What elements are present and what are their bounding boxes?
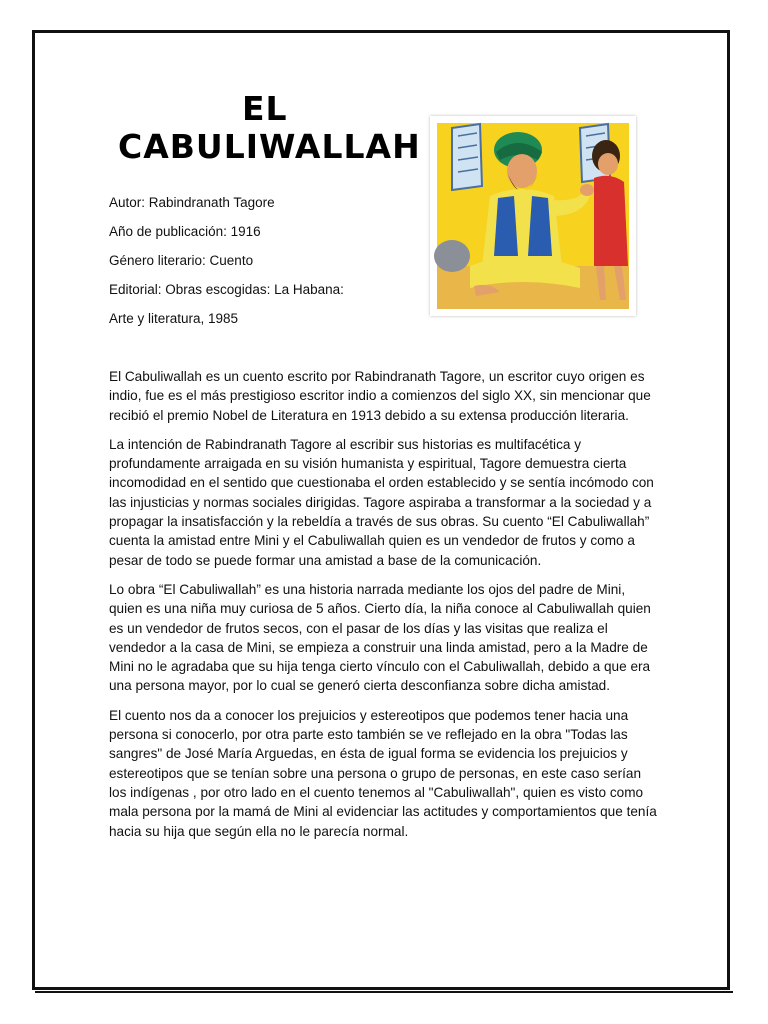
cabuliwallah-illustration [430,116,636,316]
title-line-2: CABULIWALLAH [118,127,421,166]
paragraph-plot: Lo obra “El Cabuliwallah” es una historia narrada mediante los ojos del padre de Mini, quien es una niña muy curiosa de 5 años. Cierto día, la niña conoce al Cabuliwallah quien es un vendedor de frutos secos, con el pasar de los días y las visitas que realiza el vendedor a la casa de Mini, se empieza a construir una linda amistad, pero a la Madre de Mini no le agradaba que su hija tenga cierto vínculo con el Cabuliwallah, debido a que era una persona mayor, por lo cual se generó cierta desconfianza sobre dicha amistad. [109,581,651,694]
meta-author: Autor: Rabindranath Tagore [109,195,275,210]
meta-publisher-cont: Arte y literatura, 1985 [109,311,239,326]
meta-publication-year: Año de publicación: 1916 [109,224,261,239]
title-line-1: EL [242,89,288,128]
paragraph-intro: El Cabuliwallah es un cuento escrito por Rabindranath Tagore, un escritor cuyo origen es indio, fue es el más prestigioso escritor indio a comienzos del siglo XX, sin mencionar que recibió el premio Nobel de Literatura en 1913 debido a su extensa producción literaria. [109,369,651,423]
book-metadata [109,194,344,339]
page-border-bottom-rule [35,991,733,993]
meta-genre: Género literario: Cuento [109,253,254,268]
paragraph-prejudice: El cuento nos da a conocer los prejuicios y estereotipos que podemos tener hacia una persona si conocerlo, por otra parte esto también se ve reflejado en la obra "Todas las sangres" de José María Arguedas, en ésta de igual forma se evidencia los prejuicios y estereotipos que se tenían sobre una persona o grupo de personas, en este caso serían los indígenas , por otro lado en el cuento tenemos al "Cabuliwallah", quien es visto como mala persona por la mamá de Mini al evidenciar las actitudes y comportamientos que tenía hacia su hija que según ella no le parecía normal. [109,707,657,839]
meta-publisher: Editorial: Obras escogidas: La Habana: [109,282,344,297]
document-title [118,89,421,166]
article-body [109,367,661,851]
paragraph-intention: La intención de Rabindranath Tagore al escribir sus historias es multifacética y profundamente arraigada en su visión humanista y espiritual, Tagore demuestra cierta incomodidad en el sentido que cuestionaba el orden establecido y se sentía incómodo con las injusticias y normas sociales dirigidas. Tagore aspiraba a transformar a la sociedad y a propagar la insatisfacción y la rebeldía a través de sus obras. Su cuento “El Cabuliwallah” cuenta la amistad entre Mini y el Cabuliwallah quien es un vendedor de frutos y como a pesar de todo se puede formar una amistad a base de la comunicación. [109,436,654,568]
